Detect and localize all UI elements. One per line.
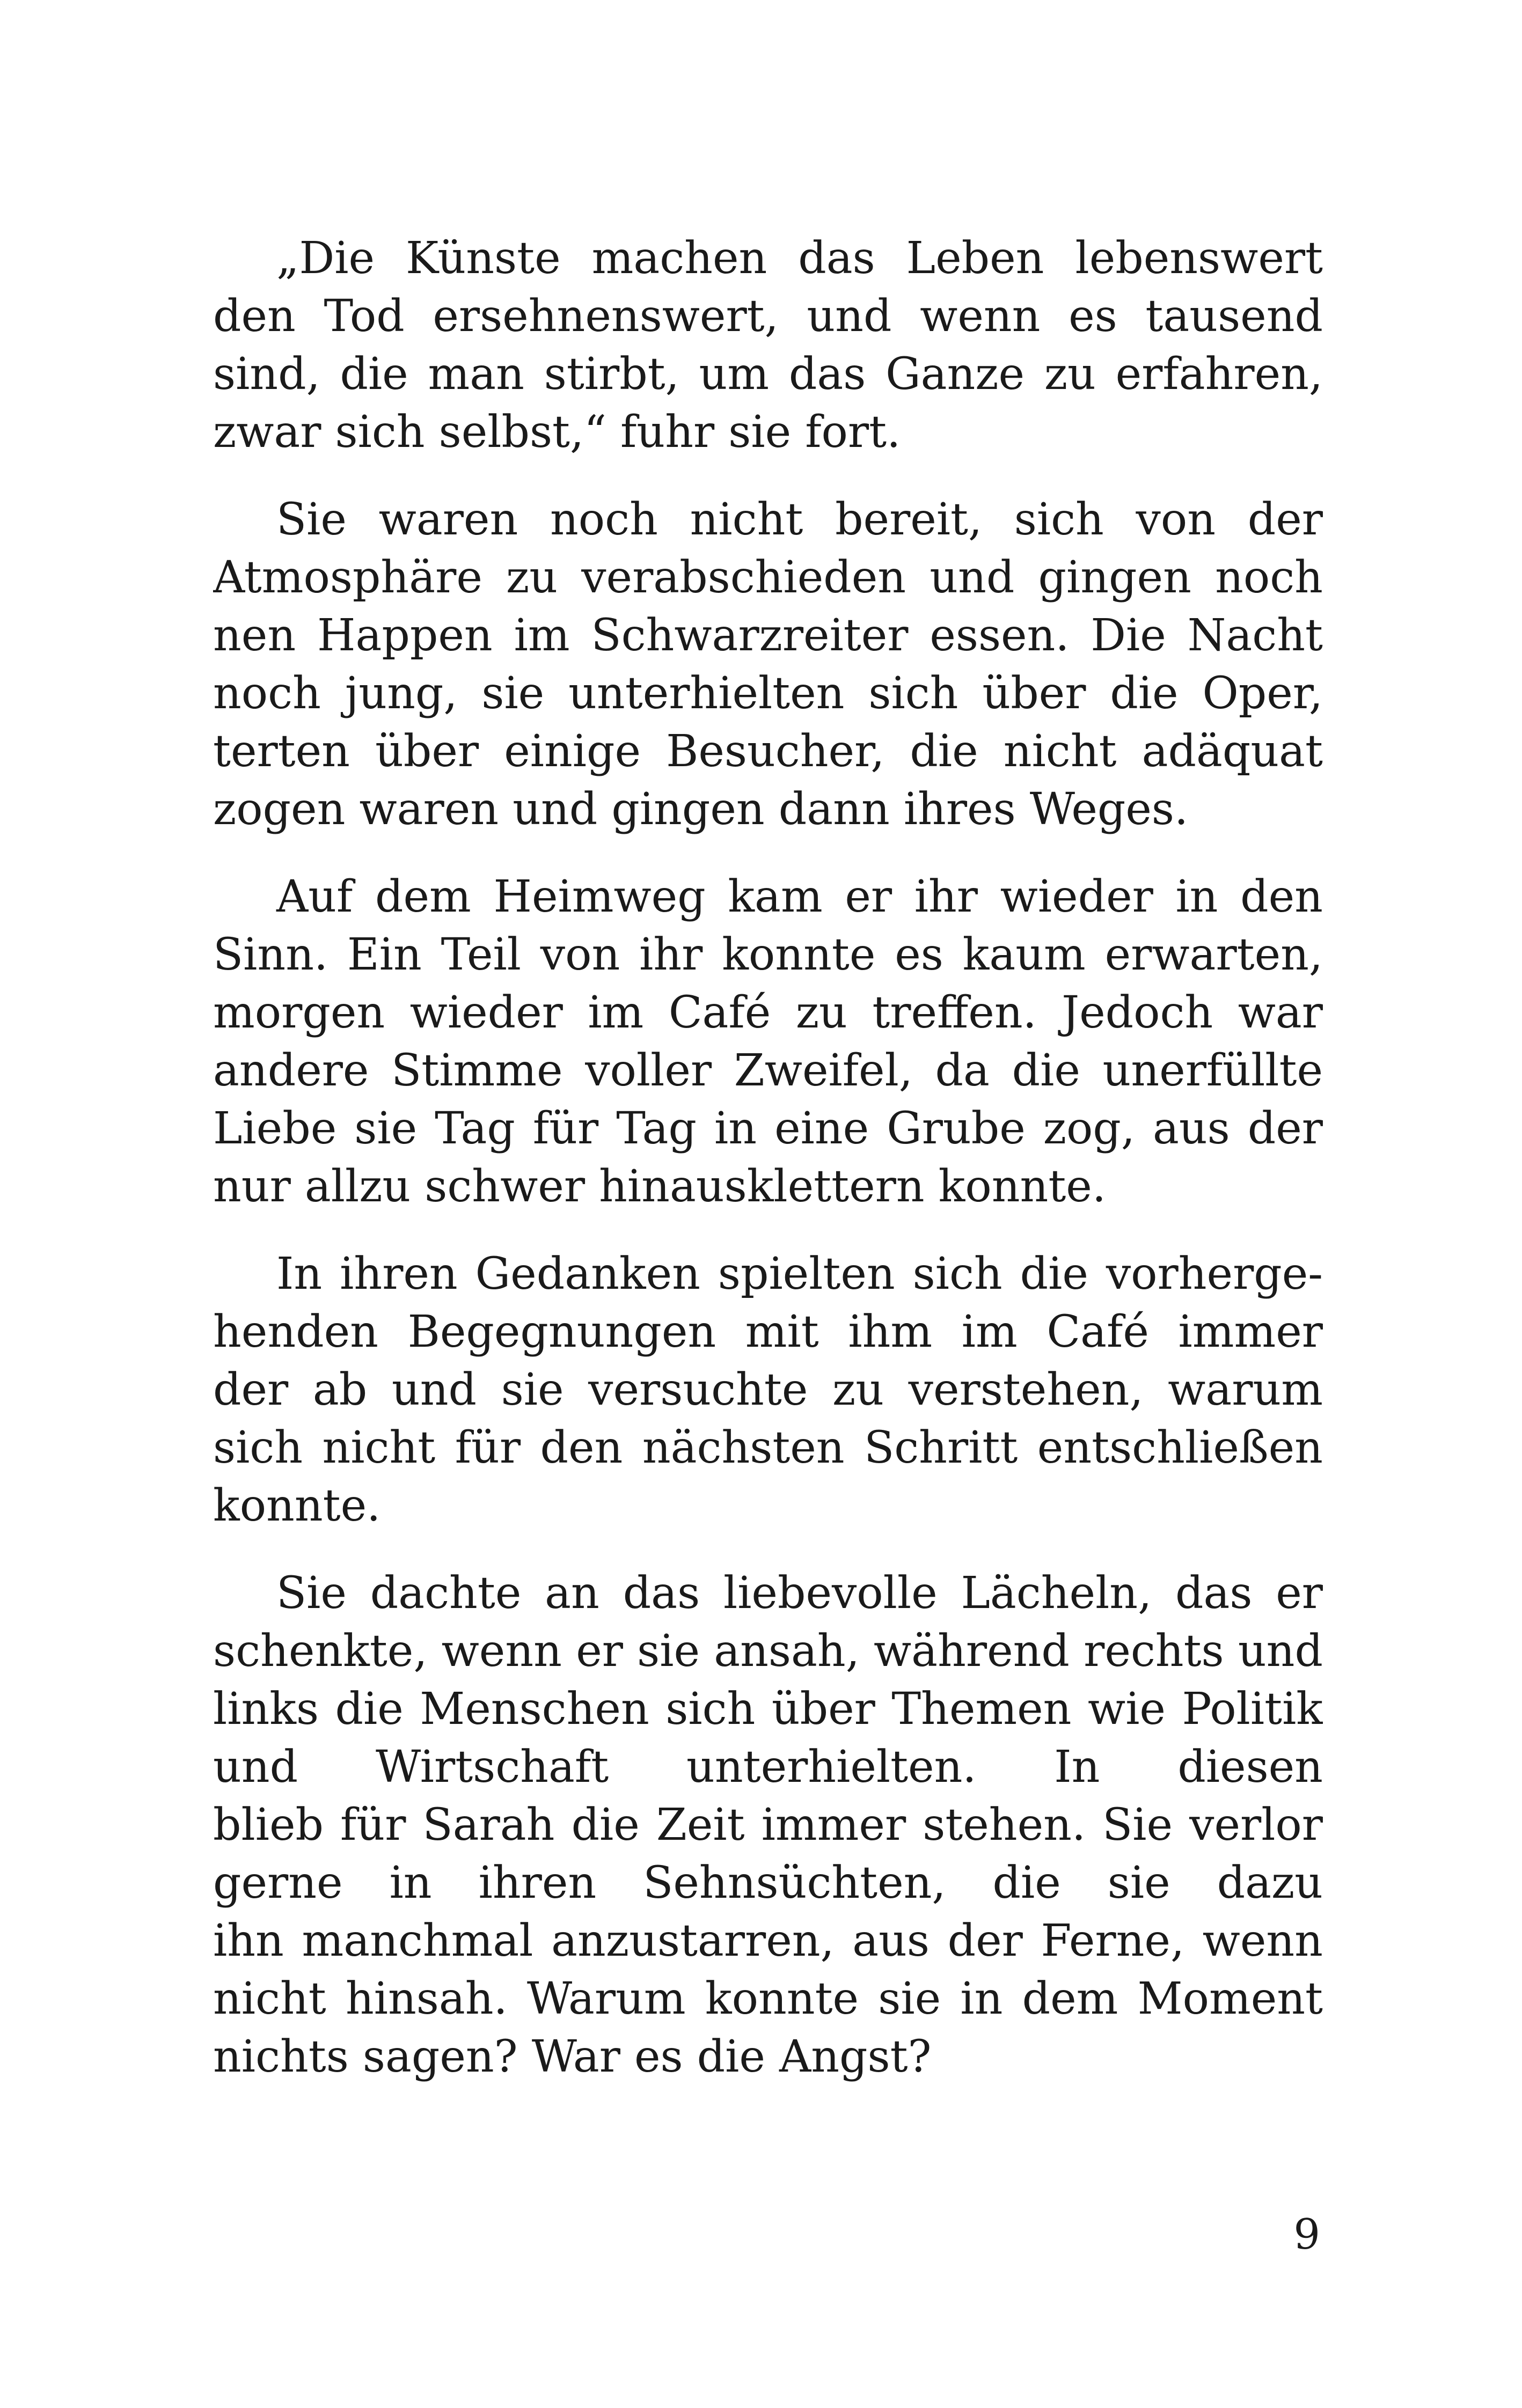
paragraph-line: der ab und sie versuchte zu verstehen, warum <box>213 1364 1323 1415</box>
paragraph-line: gerne in ihren Sehnsüchten, die sie dazu <box>213 1858 1323 1908</box>
paragraph-line: den Tod ersehnenswert, und wenn es tausend <box>213 291 1323 342</box>
paragraph-line: Atmosphäre zu verabschieden und gingen noch <box>213 552 1323 603</box>
paragraph-line: henden Begegnungen mit ihm im Café immer <box>213 1306 1323 1357</box>
paragraph-line: Sie dachte an das liebevolle Lächeln, das er <box>276 1568 1323 1619</box>
paragraph-line: zwar sich selbst,“ fuhr sie fort. <box>213 407 901 458</box>
paragraph-line: zogen waren und gingen dann ihres Weges. <box>213 784 1189 835</box>
paragraph-line: nichts sagen? War es die Angst? <box>213 2031 932 2082</box>
paragraph-3 <box>213 868 1323 1216</box>
paragraph-4 <box>213 1245 1323 1535</box>
paragraph-line: und Wirtschaft unterhielten. In diesen <box>213 1742 1323 1793</box>
paragraph-line: ihn manchmal anzustarren, aus der Ferne, wenn <box>213 1915 1323 1966</box>
paragraph-line: sich nicht für den nächsten Schritt entschließen <box>213 1422 1323 1473</box>
paragraph-line: morgen wieder im Café zu treffen. Jedoch war <box>213 987 1323 1038</box>
paragraph-line: sind, die man stirbt, um das Ganze zu erfahren, <box>213 349 1323 400</box>
paragraph-2 <box>213 491 1323 839</box>
paragraph-line: blieb für Sarah die Zeit immer stehen. Sie verlor <box>213 1800 1323 1851</box>
paragraph-line: nen Happen im Schwarzreiter essen. Die Nacht <box>213 610 1323 661</box>
paragraph-5 <box>213 1565 1323 2086</box>
paragraph-line: andere Stimme voller Zweifel, da die unerfüllte <box>213 1045 1323 1096</box>
paragraph-line: schenkte, wenn er sie ansah, während rechts und <box>213 1626 1323 1677</box>
paragraph-line: konnte. <box>213 1480 381 1531</box>
paragraph-line: links die Menschen sich über Themen wie Politik <box>213 1684 1323 1735</box>
paragraph-line: terten über einige Besucher, die nicht adäquat <box>213 726 1323 777</box>
paragraph-line: Sie waren noch nicht bereit, sich von der <box>276 494 1323 545</box>
paragraph-line: nur allzu schwer hinausklettern konnte. <box>213 1161 1106 1212</box>
paragraph-1 <box>213 230 1323 461</box>
body-text <box>213 230 1323 2116</box>
paragraph-line: Auf dem Heimweg kam er ihr wieder in den <box>276 871 1323 922</box>
paragraph-line: Sinn. Ein Teil von ihr konnte es kaum erwarten, <box>213 929 1323 980</box>
paragraph-line: noch jung, sie unterhielten sich über die Oper, <box>213 668 1323 719</box>
paragraph-line: „Die Künste machen das Leben lebenswert <box>276 233 1323 284</box>
page-number: 9 <box>1293 2211 1320 2259</box>
paragraph-line: Liebe sie Tag für Tag in eine Grube zog, aus der <box>213 1103 1323 1154</box>
paragraph-line: nicht hinsah. Warum konnte sie in dem Moment <box>213 1973 1323 2024</box>
paragraph-line: In ihren Gedanken spielten sich die vorherge- <box>276 1249 1323 1300</box>
